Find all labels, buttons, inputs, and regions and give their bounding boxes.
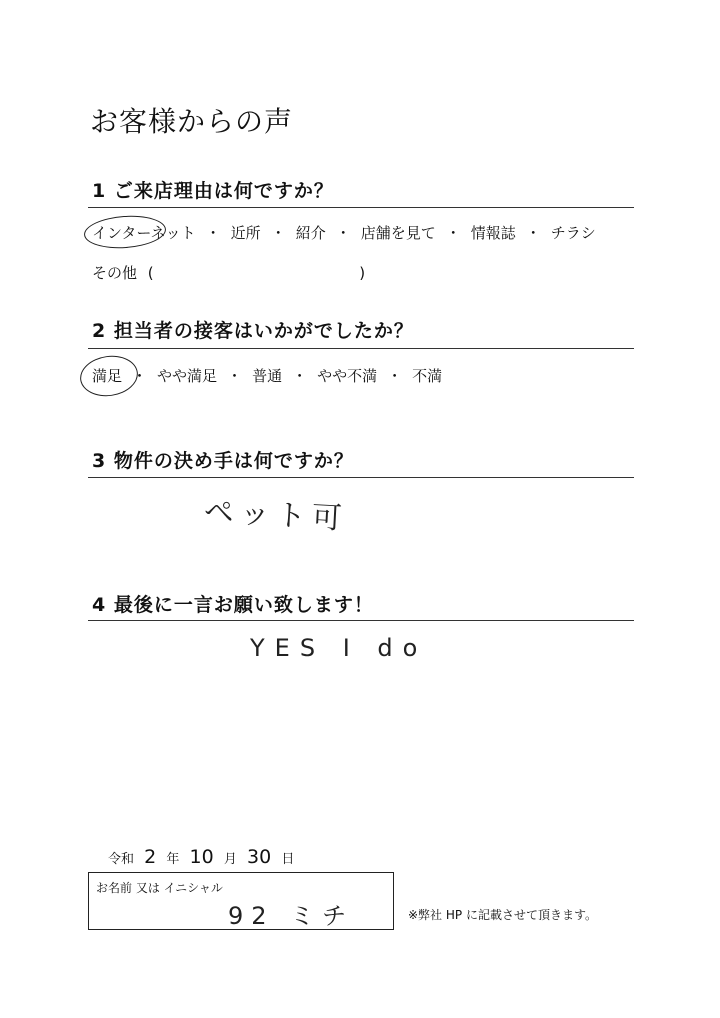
publication-note: ※弊社 HP に記載させて頂きます。 bbox=[408, 908, 597, 922]
option-dissatisfied: 不満 bbox=[412, 367, 443, 385]
separator: ・ bbox=[335, 224, 351, 242]
question-1-options bbox=[92, 222, 596, 243]
option-somewhat-satisfied: やや満足 bbox=[157, 367, 218, 385]
separator: ・ bbox=[387, 367, 403, 385]
separator: ・ bbox=[132, 367, 148, 385]
separator: ・ bbox=[525, 224, 541, 242]
option-internet: インターネット bbox=[92, 224, 196, 242]
option-referral: 紹介 bbox=[295, 224, 326, 242]
separator: ・ bbox=[292, 367, 308, 385]
survey-title: お客様からの声 bbox=[90, 105, 294, 138]
date-day: 30 bbox=[247, 846, 272, 868]
separator: ・ bbox=[205, 224, 221, 242]
selection-circle-q2 bbox=[77, 352, 140, 400]
question-3-heading: 3 物件の決め手は何ですか？ bbox=[92, 450, 354, 472]
selection-circle-q1 bbox=[83, 213, 167, 251]
option-neutral: 普通 bbox=[252, 367, 283, 385]
question-3-answer: ペット可 bbox=[202, 494, 349, 537]
other-label: その他 bbox=[92, 264, 138, 282]
option-magazine: 情報誌 bbox=[470, 224, 516, 242]
name-label: お名前 又は イニシャル bbox=[96, 881, 223, 895]
question-1-other bbox=[92, 262, 365, 283]
date-month-unit: 月 bbox=[223, 852, 237, 867]
option-satisfied: 満足 bbox=[92, 367, 123, 385]
date-year: 2 bbox=[144, 846, 157, 868]
date-month: 10 bbox=[189, 846, 214, 868]
option-somewhat-dissatisfied: やや不満 bbox=[317, 367, 378, 385]
date-day-unit: 日 bbox=[281, 852, 295, 867]
question-4-rule bbox=[88, 620, 634, 621]
option-neighborhood: 近所 bbox=[230, 224, 261, 242]
question-2-options bbox=[92, 365, 442, 386]
name-value: 92 ミチ bbox=[228, 902, 355, 930]
date-year-unit: 年 bbox=[166, 852, 180, 867]
question-2-heading: 2 担当者の接客はいかがでしたか？ bbox=[92, 320, 414, 342]
separator: ・ bbox=[270, 224, 286, 242]
question-4-heading: 4 最後に一言お願い致します！ bbox=[92, 594, 374, 616]
separator: ・ bbox=[227, 367, 243, 385]
question-1-rule bbox=[88, 207, 634, 208]
option-flyer: チラシ bbox=[550, 224, 596, 242]
other-open-paren: ( bbox=[147, 264, 154, 282]
question-2-rule bbox=[88, 348, 634, 349]
question-1-heading: 1 ご来店理由は何ですか？ bbox=[92, 180, 334, 202]
separator: ・ bbox=[445, 224, 461, 242]
date-era: 令和 bbox=[108, 852, 135, 867]
date-line bbox=[108, 846, 294, 868]
question-3-rule bbox=[88, 477, 634, 478]
option-saw-store: 店舗を見て bbox=[360, 224, 436, 242]
question-4-answer: YES I do bbox=[250, 634, 428, 662]
other-close-paren: ) bbox=[359, 264, 366, 282]
